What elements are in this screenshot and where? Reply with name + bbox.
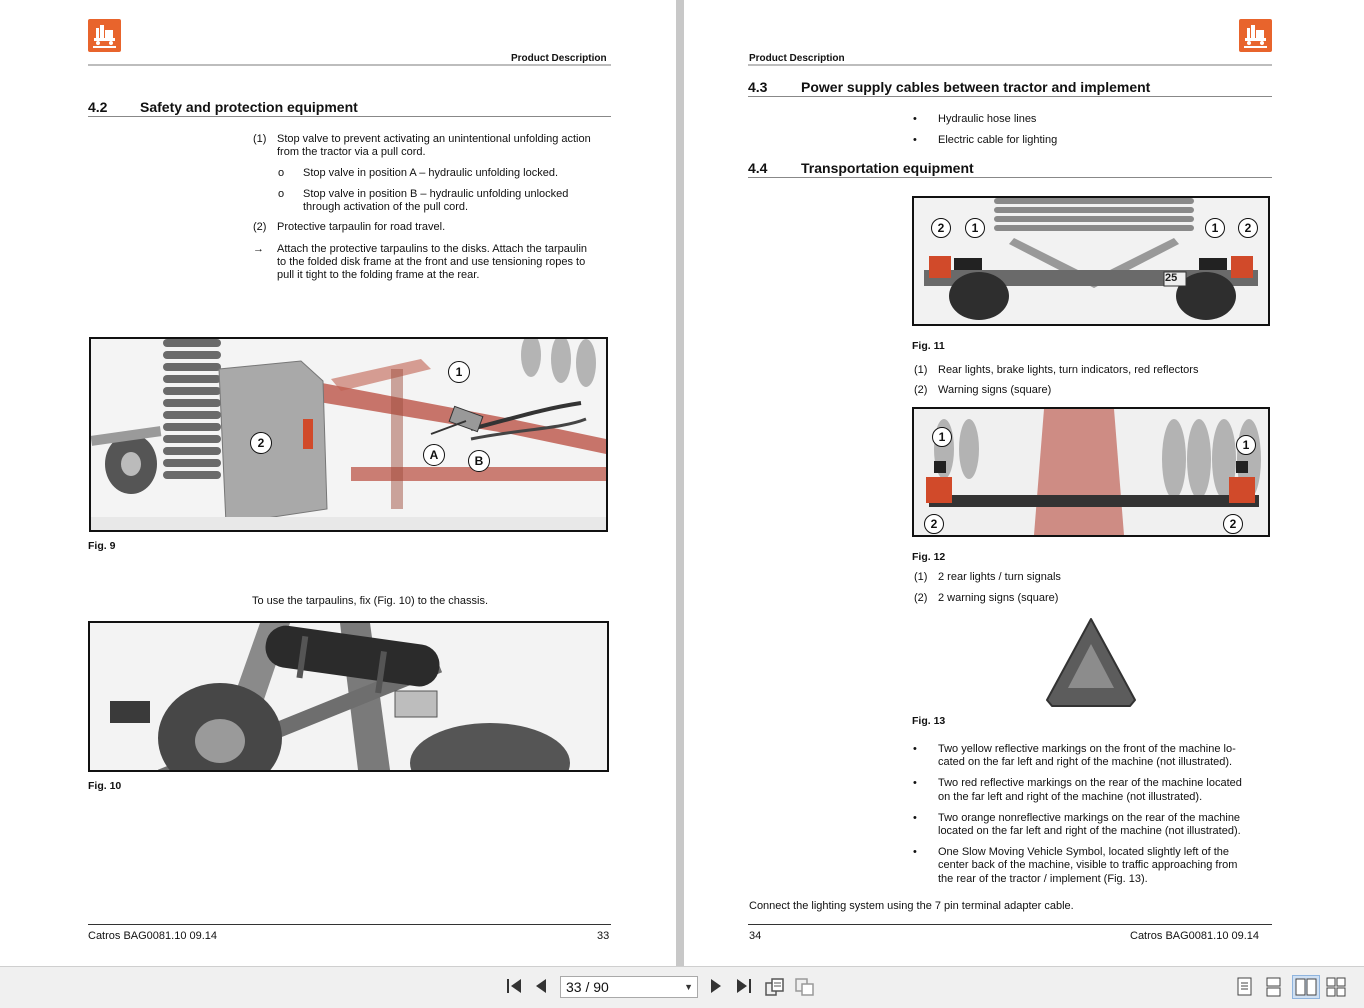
item-text: through activation of the pull cord. — [303, 201, 469, 213]
footer-page-number: 34 — [749, 930, 762, 942]
bullet-text: located on the far left and right of the machine (not illustrated). — [938, 825, 1241, 837]
fig11-callout-1-right: 1 — [1205, 218, 1225, 238]
bullet-dot: • — [913, 812, 917, 824]
connect-note: Connect the lighting system using the 7 pin terminal adapter cable. — [749, 900, 1074, 912]
chevron-down-icon[interactable]: ▼ — [684, 982, 693, 992]
page-number-input[interactable] — [560, 976, 698, 998]
fig11-image — [912, 196, 1270, 326]
single-page-view-icon[interactable] — [1237, 977, 1253, 1001]
bullet-text: Two red reflective markings on the rear of the machine located — [938, 777, 1242, 789]
item-text: Warning signs (square) — [938, 384, 1052, 396]
item-text: 2 warning signs (square) — [938, 592, 1059, 604]
bullet-dot: • — [913, 777, 917, 789]
item-marker: (1) — [914, 571, 928, 583]
item-text: Stop valve to prevent activating an unintentional unfolding action — [277, 133, 591, 145]
left-page — [0, 0, 676, 966]
section-title: Power supply cables between tractor and implement — [801, 79, 1151, 95]
continuous-view-icon[interactable] — [1266, 977, 1282, 1001]
item-marker: (2) — [253, 221, 267, 233]
fig9-callout-a: A — [423, 444, 445, 466]
section-number: 4.4 — [748, 160, 768, 176]
footer-doc: Catros BAG0081.10 09.14 — [1130, 930, 1260, 942]
fig11-label: Fig. 11 — [912, 340, 945, 352]
page-indicator: 33 / 90 — [566, 979, 609, 995]
section-title: Transportation equipment — [801, 160, 974, 176]
item-text: Rear lights, brake lights, turn indicators, red reflectors — [938, 364, 1199, 376]
item-text: from the tractor via a pull cord. — [277, 146, 426, 158]
item-marker: (2) — [914, 592, 928, 604]
bullet-text: on the far left and right of the machine (not illustrated). — [938, 791, 1203, 803]
bullet-text: Electric cable for lighting — [938, 134, 1058, 146]
fig10-label: Fig. 10 — [88, 780, 122, 792]
page-gutter — [676, 0, 684, 966]
bullet-text: Hydraulic hose lines — [938, 113, 1037, 125]
header-rule — [88, 64, 611, 66]
item-text: pull it tight to the folding frame at the rear. — [277, 269, 480, 281]
fig9-callout-b: B — [468, 450, 490, 472]
next-page-icon[interactable] — [709, 977, 723, 999]
fig9-label: Fig. 9 — [88, 540, 116, 552]
fig9-callout-2: 2 — [250, 432, 272, 454]
viewer-toolbar — [0, 966, 1364, 1008]
last-page-icon[interactable] — [735, 977, 753, 999]
footer-page-number: 33 — [597, 930, 610, 942]
page-header: Product Description — [511, 53, 607, 64]
bullet-dot: • — [913, 113, 917, 125]
section-title: Safety and protection equipment — [140, 99, 358, 115]
item-marker: (2) — [914, 384, 928, 396]
section-rule — [748, 96, 1272, 97]
thumbnail-view-icon[interactable] — [1326, 977, 1346, 1001]
prev-page-icon[interactable] — [534, 977, 548, 999]
section-number: 4.3 — [748, 79, 768, 95]
bullet-text: One Slow Moving Vehicle Symbol, located slightly left of the — [938, 846, 1230, 858]
item-text: Protective tarpaulin for road travel. — [277, 221, 446, 233]
fig9-callout-1: 1 — [448, 361, 470, 383]
footer-rule — [748, 924, 1272, 925]
bullet-text: cated on the far left and right of the machine (not illustrated). — [938, 756, 1233, 768]
bullet-text: center back of the machine, visible to traffic approaching from — [938, 859, 1238, 871]
first-page-icon[interactable] — [505, 977, 523, 999]
item-text: Stop valve in position B – hydraulic unfolding unlocked — [303, 188, 569, 200]
section-number: 4.2 — [88, 99, 108, 115]
bullet-text: the rear of the tractor / implement (Fig. 13). — [938, 873, 1148, 885]
fig12-callout-1-right: 1 — [1236, 435, 1256, 455]
fig12-callout-2-left: 2 — [924, 514, 944, 534]
right-page — [684, 0, 1364, 966]
bullet-dot: • — [913, 743, 917, 755]
amazone-logo — [88, 19, 121, 52]
item-marker: (1) — [253, 133, 267, 145]
fig10-image — [88, 621, 609, 772]
fig13-smv-symbol — [1044, 616, 1138, 713]
fig12-image — [912, 407, 1270, 537]
page-header: Product Description — [749, 53, 845, 64]
export-icon[interactable] — [765, 977, 785, 1001]
bullet-dot: • — [913, 134, 917, 146]
section-rule — [748, 177, 1272, 178]
item-marker: → — [253, 243, 264, 255]
item-marker: o — [278, 167, 285, 179]
item-text: Stop valve in position A – hydraulic unfolding locked. — [303, 167, 558, 179]
fig13-label: Fig. 13 — [912, 715, 946, 727]
copy-icon[interactable] — [795, 977, 815, 1001]
fig12-callout-2-right: 2 — [1223, 514, 1243, 534]
section-rule — [88, 116, 611, 117]
fig11-callout-2-left: 2 — [931, 218, 951, 238]
amazone-logo — [1239, 19, 1272, 52]
two-page-view-icon[interactable] — [1292, 975, 1320, 999]
item-marker: o — [278, 188, 285, 200]
fig9-image — [89, 337, 608, 532]
bullet-text: Two orange nonreflective markings on the rear of the machine — [938, 812, 1241, 824]
footer-rule — [88, 924, 611, 925]
fig11-plate: 25 — [1165, 272, 1178, 284]
bullet-dot: • — [913, 846, 917, 858]
item-text: to the folded disk frame at the front and use tensioning ropes to — [277, 256, 586, 268]
item-marker: (1) — [914, 364, 928, 376]
item-text: Attach the protective tarpaulins to the disks. Attach the tarpaulin — [277, 243, 588, 255]
footer-doc: Catros BAG0081.10 09.14 — [88, 930, 218, 942]
fig12-label: Fig. 12 — [912, 551, 946, 563]
fig11-callout-1-left: 1 — [965, 218, 985, 238]
tarp-note: To use the tarpaulins, fix (Fig. 10) to the chassis. — [252, 595, 489, 607]
fig12-callout-1-left: 1 — [932, 427, 952, 447]
fig11-callout-2-right: 2 — [1238, 218, 1258, 238]
header-rule — [748, 64, 1272, 66]
item-text: 2 rear lights / turn signals — [938, 571, 1061, 583]
bullet-text: Two yellow reflective markings on the front of the machine lo- — [938, 743, 1236, 755]
